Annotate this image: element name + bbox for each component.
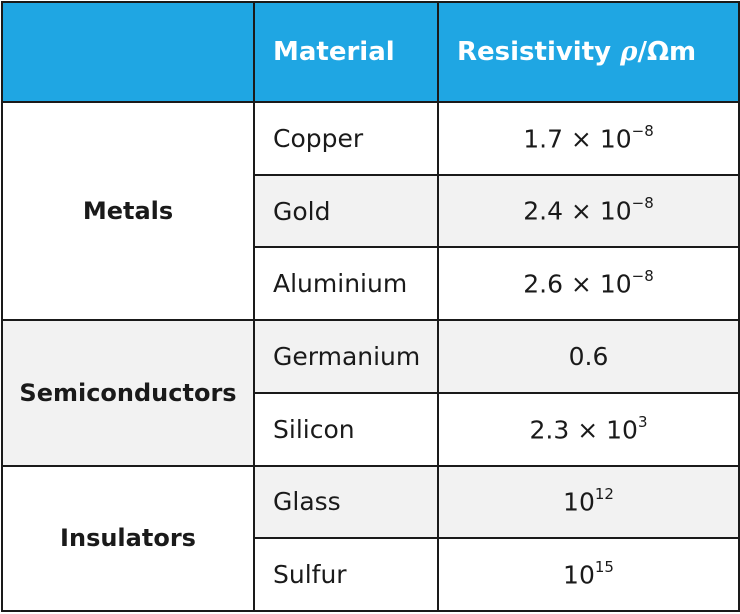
group-insulators: Insulators [2,466,254,611]
table-row [2,102,739,175]
table-row [2,320,739,393]
resistivity-value [438,102,739,175]
resistivity-value [438,175,739,248]
value-mantissa: 1.7 × 10 [523,124,632,154]
resistivity-unit: /Ωm [637,37,697,67]
rho-symbol: ρ [620,37,638,67]
material-name: Gold [254,175,438,248]
value-exponent: 3 [637,412,648,431]
header-category-cell [2,2,254,102]
material-name: Aluminium [254,247,438,320]
value-exponent: 12 [594,485,614,504]
value-exponent: −8 [631,267,654,286]
resistivity-table [1,1,740,612]
header-resistivity-label: Resistivity [457,37,621,67]
value-exponent: 15 [594,557,614,576]
resistivity-value [438,247,739,320]
resistivity-value [438,466,739,539]
material-name: Silicon [254,393,438,466]
material-name: Copper [254,102,438,175]
group-semiconductors: Semiconductors [2,320,254,465]
header-material: Material [254,2,438,102]
material-name: Sulfur [254,538,438,611]
value-mantissa: 2.6 × 10 [523,269,632,299]
material-name: Germanium [254,320,438,393]
resistivity-value [438,320,739,393]
value-mantissa: 0.6 [568,341,609,371]
resistivity-value [438,393,739,466]
value-exponent: −8 [631,121,654,140]
value-mantissa: 10 [563,560,595,590]
material-name: Glass [254,466,438,539]
value-mantissa: 2.4 × 10 [523,196,632,226]
header-resistivity [438,2,739,102]
table-row [2,466,739,539]
resistivity-value [438,538,739,611]
value-exponent: −8 [631,194,654,213]
value-mantissa: 2.3 × 10 [529,414,638,444]
header-row [2,2,739,102]
value-mantissa: 10 [563,487,595,517]
group-metals: Metals [2,102,254,320]
